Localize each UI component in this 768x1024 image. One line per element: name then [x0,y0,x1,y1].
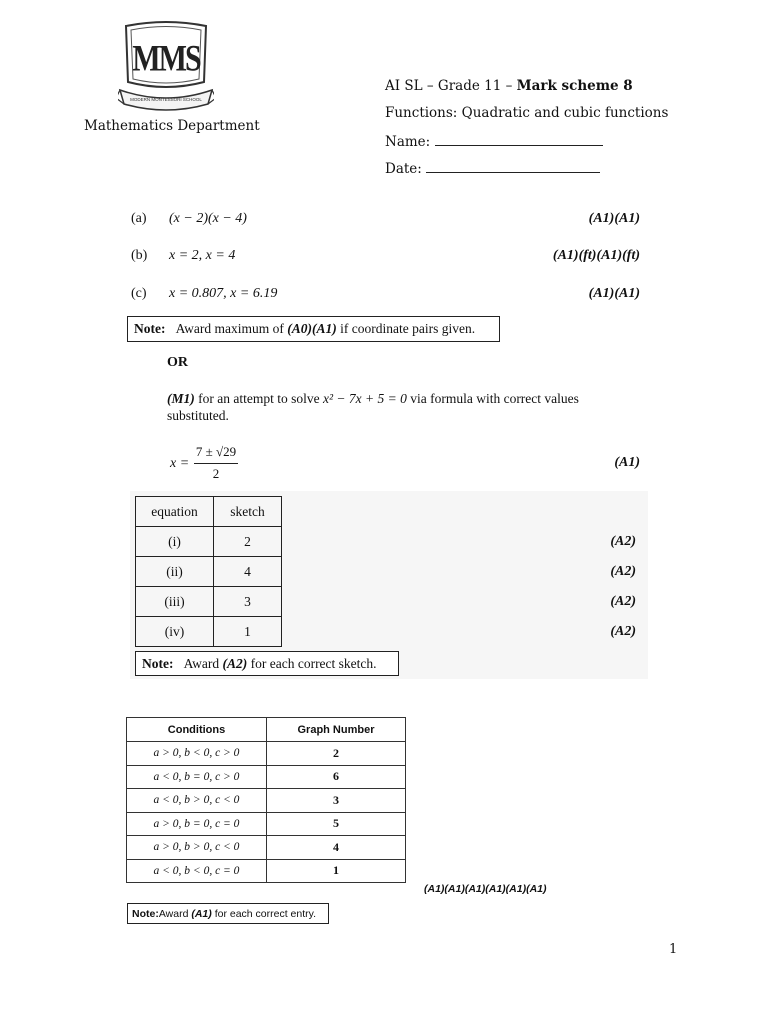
part-b-mark: (A1)(ft)(A1)(ft) [552,248,640,263]
table-row [127,859,406,883]
condition-cell: a < 0, b < 0, c = 0 [127,859,267,883]
date-label: Date: [385,161,422,177]
note-2-emphasis: (A2) [222,655,248,671]
formula-denominator: 2 [212,466,220,481]
department-label: Mathematics Department [84,118,260,134]
formula-lhs: x = [170,456,190,471]
part-c-label: (c) [131,286,147,301]
graph-number-cell: 6 [267,765,406,789]
page-subtitle: Functions: Quadratic and cubic functions [385,105,669,121]
page-title [385,78,633,94]
note-3-text-post: for each correct entry. [214,907,317,920]
condition-cell: a > 0, b < 0, c > 0 [127,742,267,766]
table-row [127,765,406,789]
fraction-bar [194,463,238,464]
condition-cell: a > 0, b > 0, c < 0 [127,836,267,860]
table-row [136,527,282,557]
page-number: 1 [669,942,678,957]
title-prefix: AI SL – Grade 11 – [385,78,517,94]
note-1-prefix: Note: [134,321,166,336]
table-row [136,557,282,587]
row-mark: (A2) [610,534,636,549]
name-blank [435,133,603,146]
graph-number-cell: 3 [267,789,406,813]
equation-sketch-table [135,496,282,647]
note-sketch [135,651,399,676]
row-mark: (A2) [610,624,636,639]
equation-cell: (iii) [136,587,214,617]
equation-cell: (ii) [136,557,214,587]
condition-cell: a < 0, b = 0, c > 0 [127,765,267,789]
sketch-cell: 2 [214,527,282,557]
table-row [127,836,406,860]
graph-number-cell: 1 [267,859,406,883]
sketch-cell: 4 [214,557,282,587]
part-c-math: x = 0.807, x = 6.19 [169,286,278,301]
table-row [127,789,406,813]
header-graph-number: Graph Number [267,718,406,742]
equation-cell: (i) [136,527,214,557]
note-3-prefix: Note: [132,907,159,920]
logo-ribbon-text: MODERN MONTESSORI SCHOOL [130,97,202,102]
row-mark: (A2) [610,594,636,609]
header-equation: equation [136,497,214,527]
note-3-text-pre: Award [158,907,189,920]
formula-mark: (A1) [614,455,640,470]
note-2-prefix: Note: [142,655,174,671]
table-header-row [127,718,406,742]
name-field [385,133,603,150]
condition-cell: a < 0, b > 0, c < 0 [127,789,267,813]
equation-cell: (iv) [136,617,214,647]
m1-text-pre: for an attempt to solve [194,391,323,406]
school-logo [118,20,214,120]
table-row [136,617,282,647]
header-conditions: Conditions [127,718,267,742]
graph-number-cell: 2 [267,742,406,766]
m1-equation: x² − 7x + 5 = 0 [322,391,407,406]
note-entry [127,903,329,924]
note-2-text-post: for each correct sketch. [250,655,377,671]
m1-line [167,391,579,407]
note-2-text-pre: Award [183,655,220,671]
logo-text: MMS [132,37,200,79]
note-coordinate-pairs [127,316,500,342]
table-row [127,812,406,836]
part-a-mark: (A1)(A1) [588,211,640,226]
sketch-cell: 1 [214,617,282,647]
table-row [127,742,406,766]
condition-cell: a > 0, b = 0, c = 0 [127,812,267,836]
table-row [136,587,282,617]
title-bold: Mark scheme 8 [516,78,633,94]
m1-text-post: via formula with correct values [406,391,579,406]
note-3-emphasis: (A1) [191,907,212,920]
part-b-label: (b) [131,248,148,263]
or-label: OR [167,355,188,370]
date-field [385,160,600,177]
date-blank [426,160,600,173]
row-mark: (A2) [610,564,636,579]
conditions-graph-table [126,717,406,883]
name-label: Name: [385,134,431,150]
graph-number-cell: 4 [267,836,406,860]
part-a-label: (a) [131,211,147,226]
note-1-text-pre: Award maximum of [175,321,284,336]
formula-numerator: 7 ± √29 [195,444,237,459]
table-2-marks: (A1)(A1)(A1)(A1)(A1)(A1) [424,883,547,895]
header-sketch: sketch [214,497,282,527]
part-b-math: x = 2, x = 4 [169,248,236,263]
table-header-row [136,497,282,527]
m1-line-2: substituted. [167,408,229,423]
sketch-cell: 3 [214,587,282,617]
m1-mark: (M1) [167,391,195,406]
part-c-mark: (A1)(A1) [588,286,640,301]
part-a-math: (x − 2)(x − 4) [169,211,247,226]
note-1-text-post: if coordinate pairs given. [340,321,476,336]
note-1-emphasis: (A0)(A1) [287,321,337,336]
graph-number-cell: 5 [267,812,406,836]
